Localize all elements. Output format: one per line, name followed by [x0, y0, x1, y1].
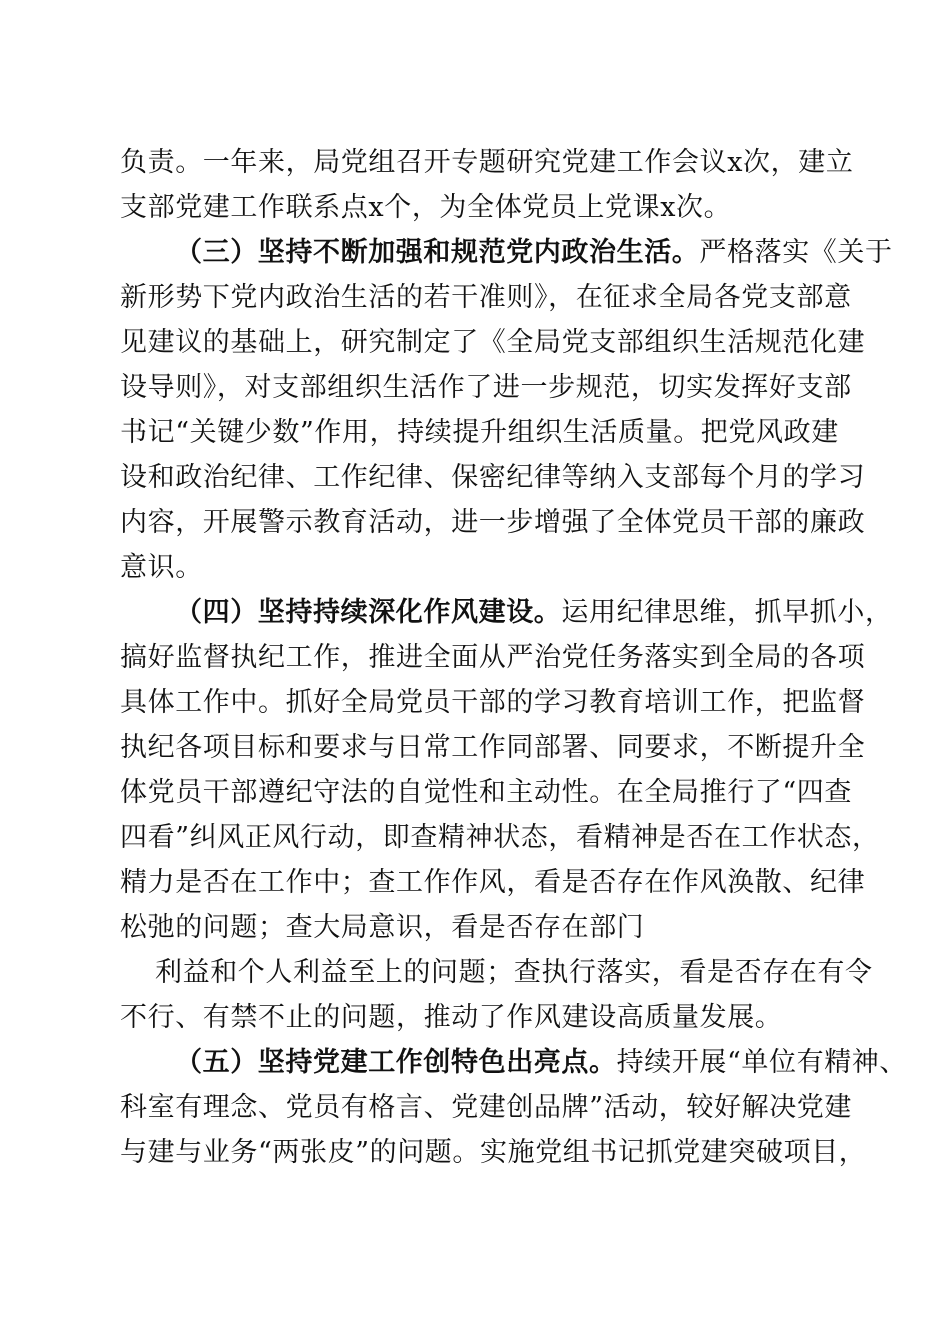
text-line: 四看”纠风正风行动，即查精神状态，看精神是否在工作状态，: [120, 822, 880, 853]
paragraph-4-lead: 运用纪律思维，抓早抓小，: [561, 597, 893, 628]
text-line: 执纪各项目标和要求与日常工作同部署、同要求，不断提升全: [120, 732, 866, 763]
paragraph-3-lead: 严格落实《关于: [699, 237, 893, 268]
text-line: 设导则》，对支部组织生活作了进一步规范，切实发挥好支部: [120, 372, 852, 403]
text-line: 书记“关键少数”作用，持续提升组织生活质量。把党风政建: [120, 417, 839, 448]
paragraph-5-lead: 持续开展“单位有精神、: [616, 1047, 908, 1078]
text-line: 科室有理念、党员有格言、党建创品牌”活动，较好解决党建: [120, 1092, 853, 1123]
text-line: 具体工作中。抓好全局党员干部的学习教育培训工作，把监督: [120, 687, 866, 718]
text-line: 体党员干部遵纪守法的自觉性和主动性。在全局推行了“四查: [120, 777, 853, 808]
text-line: 与建与业务“两张皮”的问题。实施党组书记抓党建突破项目，: [120, 1137, 867, 1168]
text-line: 设和政治纪律、工作纪律、保密纪律等纳入支部每个月的学习: [120, 462, 866, 493]
text-line: 松弛的问题；查大局意识，看是否存在部门: [120, 912, 645, 943]
paragraph-5-first-line: [175, 1046, 907, 1080]
text-line: 不行、有禁不止的问题，推动了作风建设高质量发展。: [120, 1002, 783, 1033]
paragraph-4-first-line: [175, 596, 893, 630]
text-line: 利益和个人利益至上的问题；查执行落实，看是否存在有令: [155, 957, 873, 988]
text-line: 内容，开展警示教育活动，进一步增强了全体党员干部的廉政: [120, 507, 866, 538]
paragraph-3-first-line: [175, 236, 893, 270]
text-line: 支部党建工作联系点x个，为全体党员上党课x次。: [120, 192, 732, 223]
text-line: 搞好监督执纪工作，推进全面从严治党任务落实到全局的各项: [120, 642, 866, 673]
text-line: 见建议的基础上，研究制定了《全局党支部组织生活规范化建: [120, 327, 866, 358]
text-line: 负责。一年来，局党组召开专题研究党建工作会议x次，建立: [120, 147, 854, 178]
text-line: 新形势下党内政治生活的若干准则》，在征求全局各党支部意: [120, 282, 852, 313]
paragraph-4-heading: （四）坚持持续深化作风建设。: [175, 597, 562, 628]
paragraph-5-heading: （五）坚持党建工作创特色出亮点。: [175, 1047, 617, 1078]
text-line: 精力是否在工作中；查工作作风，看是否存在作风涣散、纪律: [120, 867, 866, 898]
paragraph-3-heading: （三）坚持不断加强和规范党内政治生活。: [175, 237, 700, 268]
text-line: 意识。: [120, 552, 203, 583]
